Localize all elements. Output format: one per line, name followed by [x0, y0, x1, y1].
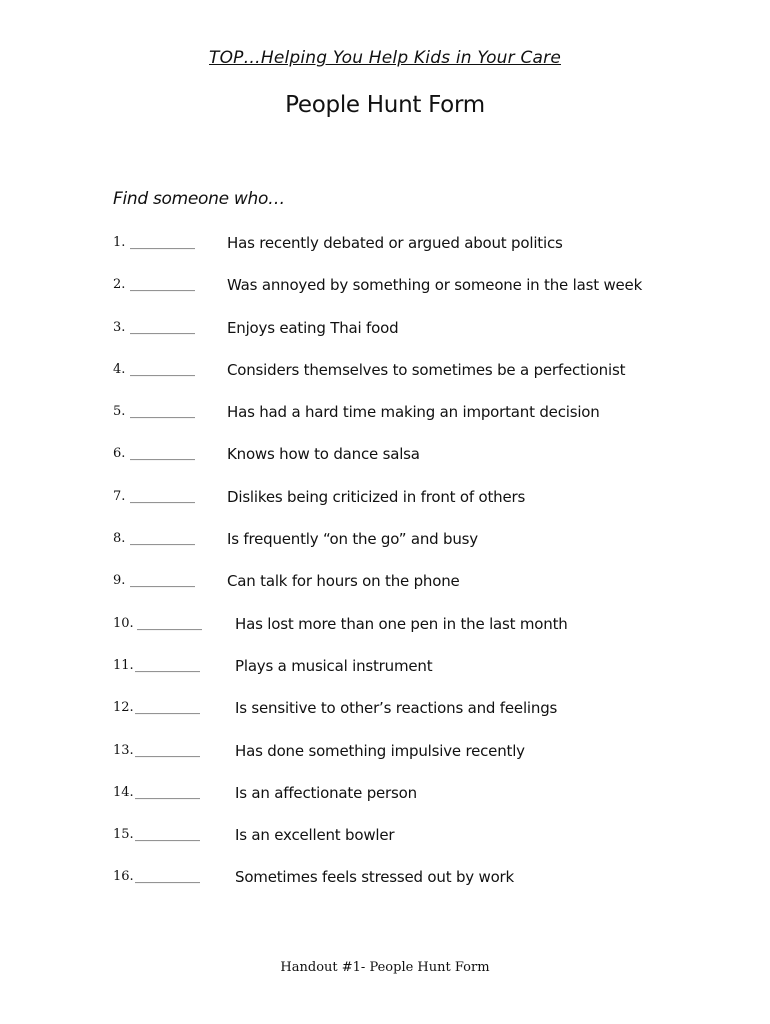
list-item — [113, 400, 713, 442]
list-item — [113, 696, 713, 738]
item-number: 5. — [113, 404, 126, 420]
item-number: 10. — [113, 615, 134, 631]
item-blank: __________ — [130, 235, 195, 250]
item-number: 1. — [113, 235, 126, 250]
item-text: Dislikes being criticized in front of others — [227, 487, 526, 506]
item-text: Was annoyed by something or someone in the last week — [227, 276, 643, 295]
item-text: Sometimes feels stressed out by work — [235, 868, 515, 887]
item-number: 11. — [113, 657, 134, 673]
item-blank: __________ — [135, 657, 200, 673]
item-number: 12. — [113, 700, 134, 716]
item-text: Enjoys eating Thai food — [227, 318, 399, 337]
item-blank: __________ — [135, 784, 200, 800]
item-text: Knows how to dance salsa — [227, 445, 420, 464]
item-blank: __________ — [130, 446, 195, 462]
list-item — [113, 316, 713, 358]
item-number: 14. — [113, 784, 134, 800]
item-blank: __________ — [130, 404, 195, 420]
item-number: 3. — [113, 319, 126, 335]
item-text: Is sensitive to other’s reactions and feelings — [235, 699, 558, 718]
item-blank: __________ — [137, 615, 202, 631]
list-item — [113, 485, 713, 527]
list-item — [113, 865, 713, 907]
list-item — [113, 569, 713, 611]
item-blank: __________ — [135, 827, 200, 843]
item-blank: __________ — [130, 573, 195, 589]
list-item — [113, 781, 713, 823]
list-item — [113, 654, 713, 696]
list-item — [113, 273, 713, 315]
item-text: Can talk for hours on the phone — [227, 572, 460, 591]
item-blank: __________ — [130, 531, 195, 547]
item-number: 16. — [113, 869, 134, 885]
item-text: Plays a musical instrument — [235, 656, 433, 675]
list-item — [113, 358, 713, 400]
list-item — [113, 231, 713, 273]
item-number: 7. — [113, 488, 126, 504]
item-number: 15. — [113, 827, 134, 843]
list-item — [113, 612, 713, 654]
item-blank: __________ — [130, 361, 195, 377]
list-item — [113, 442, 713, 484]
item-number: 13. — [113, 742, 134, 758]
header-top-line: TOP…Helping You Help Kids in Your Care — [209, 48, 561, 68]
intro-heading: Find someone who… — [113, 189, 285, 209]
item-text: Considers themselves to sometimes be a perfectionist — [227, 360, 626, 379]
list-item — [113, 739, 713, 781]
item-blank: __________ — [130, 319, 195, 335]
item-text: Has done something impulsive recently — [235, 741, 525, 760]
item-text: Is frequently “on the go” and busy — [227, 530, 478, 549]
item-text: Has lost more than one pen in the last month — [235, 614, 568, 633]
item-number: 2. — [113, 277, 126, 293]
item-number: 6. — [113, 446, 126, 462]
item-text: Has recently debated or argued about politics — [227, 234, 563, 252]
item-text: Has had a hard time making an important decision — [227, 403, 600, 422]
item-number: 8. — [113, 531, 126, 547]
item-text: Is an excellent bowler — [235, 826, 395, 845]
item-blank: __________ — [135, 869, 200, 885]
list-item — [113, 823, 713, 865]
item-number: 9. — [113, 573, 126, 589]
item-number: 4. — [113, 361, 126, 377]
list-item — [113, 527, 713, 569]
page-title: People Hunt Form — [285, 92, 485, 118]
item-blank: __________ — [130, 277, 195, 293]
page-footer: Handout #1- People Hunt Form — [280, 960, 490, 975]
people-hunt-list — [113, 231, 713, 908]
item-blank: __________ — [130, 488, 195, 504]
item-blank: __________ — [135, 700, 200, 716]
item-text: Is an affectionate person — [235, 783, 417, 802]
item-blank: __________ — [135, 742, 200, 758]
